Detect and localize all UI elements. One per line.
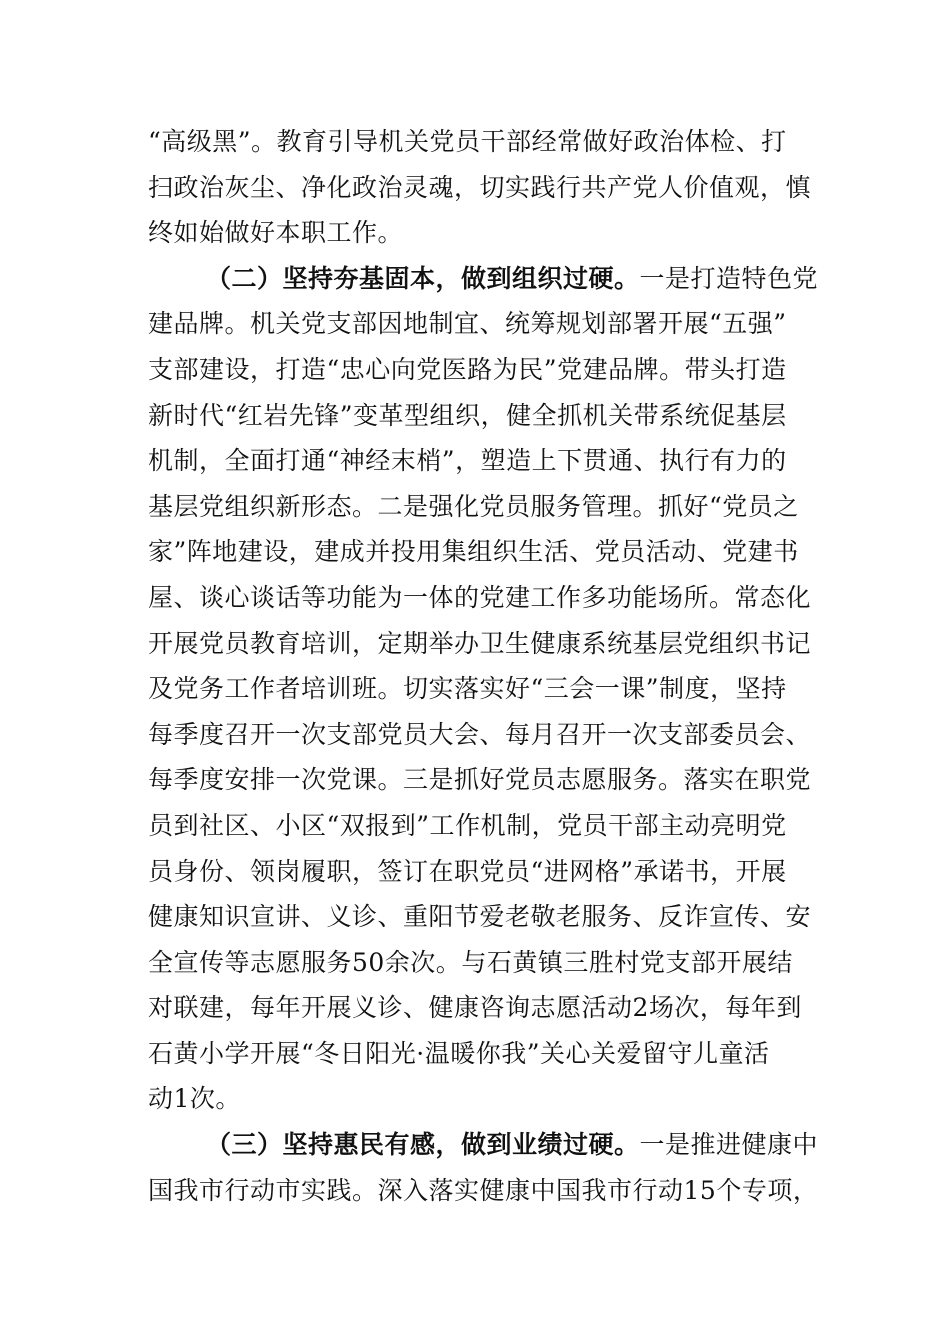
paragraph-line: 建品牌。机关党支部因地制宜、统筹规划部署开展“五强” <box>148 309 787 339</box>
paragraph-text: 一是打造特色党 <box>639 263 819 293</box>
paragraph-line: 石黄小学开展“冬日阳光·温暖你我”关心关爱留守儿童活 <box>148 1038 770 1068</box>
paragraph-line: 支部建设，打造“忠心向党医路为民”党建品牌。带头打造 <box>148 354 787 384</box>
paragraph-line: 健康知识宣讲、义诊、重阳节爱老敬老服务、反诈宣传、安 <box>148 902 812 932</box>
paragraph-line: 扫政治灰尘、净化政治灵魂，切实践行共产党人价值观，慎 <box>148 172 812 202</box>
paragraph-line: 开展党员教育培训，定期举办卫生健康系统基层党组织书记 <box>148 628 812 658</box>
paragraph-first-line <box>148 256 819 302</box>
section-heading: （三）坚持惠民有感，做到业绩过硬。 <box>206 1130 640 1160</box>
paragraph-line: 动1次。 <box>148 1084 241 1114</box>
paragraph-line: 国我市行动市实践。深入落实健康中国我市行动15个专项， <box>148 1175 819 1205</box>
paragraph-line: 新时代“红岩先锋”变革型组织，健全抓机关带系统促基层 <box>148 400 787 430</box>
paragraph-line: 屋、谈心谈话等功能为一体的党建工作多功能场所。常态化 <box>148 582 812 612</box>
paragraph-line: 家”阵地建设，建成并投用集组织生活、党员活动、党建书 <box>148 537 799 567</box>
document-body <box>148 119 819 1213</box>
paragraph-line: 及党务工作者培训班。切实落实好“三会一课”制度，坚持 <box>148 674 787 704</box>
paragraph-line: 员到社区、小区“双报到”工作机制，党员干部主动亮明党 <box>148 810 787 840</box>
paragraph-line: 基层党组织新形态。二是强化党员服务管理。抓好“党员之 <box>148 491 799 521</box>
paragraph-line: 每季度安排一次党课。三是抓好党员志愿服务。落实在职党 <box>148 765 812 795</box>
paragraph-line: 每季度召开一次支部党员大会、每月召开一次支部委员会、 <box>148 719 812 749</box>
paragraph-line: 终如始做好本职工作。 <box>148 218 404 248</box>
paragraph-line: “高级黑”。教育引导机关党员干部经常做好政治体检、打 <box>148 127 787 156</box>
paragraph-text: 一是推进健康中 <box>639 1130 819 1160</box>
section-heading: （二）坚持夯基固本，做到组织过硬。 <box>206 263 640 293</box>
paragraph-line: 全宣传等志愿服务50余次。与石黄镇三胜村党支部开展结 <box>148 947 793 977</box>
paragraph-first-line <box>148 1122 819 1168</box>
paragraph-line: 对联建，每年开展义诊、健康咨询志愿活动2场次，每年到 <box>148 993 802 1023</box>
paragraph-line: 机制，全面打通“神经末梢”，塑造上下贯通、执行有力的 <box>148 446 787 476</box>
paragraph-line: 员身份、领岗履职，签订在职党员“进网格”承诺书，开展 <box>148 856 787 886</box>
